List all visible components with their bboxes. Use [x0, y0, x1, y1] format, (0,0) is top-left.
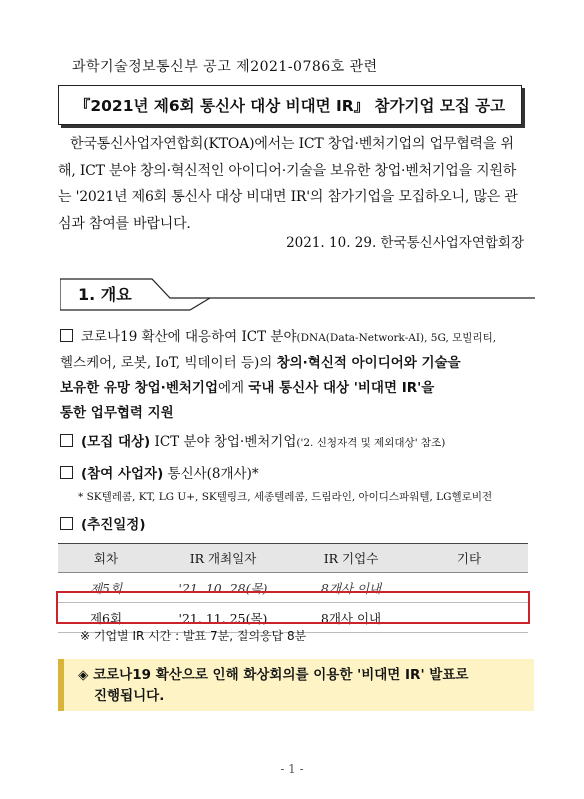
- checkbox-icon: [60, 434, 73, 447]
- table-cell: 8개사 이내: [292, 603, 410, 633]
- page-number: - 1 -: [280, 762, 304, 776]
- table-cell: 8개사 이내: [292, 573, 410, 603]
- table-header: 회차: [58, 544, 154, 573]
- participants-footnote: * SK텔레콤, KT, LG U+, SK텔링크, 세종텔레콤, 드림라인, 아이디스파워텔, LG헬로비전: [78, 491, 493, 503]
- page-title: [58, 85, 522, 125]
- table-cell: '21. 10. 28(목): [154, 573, 292, 603]
- table-cell: 제6회: [58, 603, 154, 633]
- notice-line-2: 진행됩니다.: [94, 688, 165, 704]
- notice-callout: [58, 659, 534, 711]
- checkbox-icon: [60, 329, 73, 342]
- highlight-box-current-round: [56, 591, 530, 624]
- announcement-reference: 과학기술정보통신부 공고 제2021-0786호 관련: [72, 59, 378, 75]
- overview-item-purpose: 코로나19 확산에 대응하여 ICT 분야(DNA(Data-Network-AI), 5G, 모빌리티, 헬스케어, 로봇, IoT, 빅데이터 등)의 창의·혁신적 아이디어와 기술을 보유한 유망 창업·벤처기업에게 국내 통신사 대상 '비대면 IR'을 통한 업무협력 지원: [60, 329, 497, 421]
- table-header-row: [58, 544, 528, 573]
- overview-item-participants: (참여 사업자) 통신사(8개사)* * SK텔레콤, KT, LG U+, SK텔링크, 세종텔레콤, 드림라인, 아이디스파워텔, LG헬로비전: [60, 462, 540, 507]
- table-cell: 제5회: [58, 573, 154, 603]
- date-signature: 2021. 10. 29. 한국통신사업자연합회장: [286, 235, 524, 251]
- overview-item-target: (모집 대상) ICT 분야 창업·벤처기업('2. 신청자격 및 제외대상' 참조): [60, 430, 540, 456]
- overview-item-schedule: (추진일정): [60, 513, 540, 538]
- table-header: IR 기업수: [292, 544, 410, 573]
- checkbox-icon: [60, 466, 73, 479]
- table-header: 기타: [410, 544, 528, 573]
- checkbox-icon: [60, 517, 73, 530]
- page-title-text: 『2021년 제6회 통신사 대상 비대면 IR』 참가기업 모집 공고: [74, 97, 506, 115]
- section-heading-label: 1. 개요: [78, 285, 132, 304]
- schedule-note: ※ 기업별 IR 시간 : 발표 7분, 질의응답 8분: [80, 629, 307, 643]
- intro-paragraph: 한국통신사업자연합회(KTOA)에서는 ICT 창업·벤처기업의 업무협력을 위해, ICT 분야 창의·혁신적인 아이디어·기술을 보유한 창업·벤처기업을 지원하는 '2021년 제6회 통신사 대상 비대면 IR'의 참가기업을 모집하오니, 많은 관심과 참여를 바랍니다.: [58, 136, 518, 232]
- section-heading-overview: [60, 276, 535, 312]
- table-header: IR 개최일자: [154, 544, 292, 573]
- notice-line-1: ◈ 코로나19 확산으로 인해 화상회의를 이용한 '비대면 IR' 발표로: [78, 667, 469, 683]
- table-cell: '21. 11. 25(목): [154, 603, 292, 633]
